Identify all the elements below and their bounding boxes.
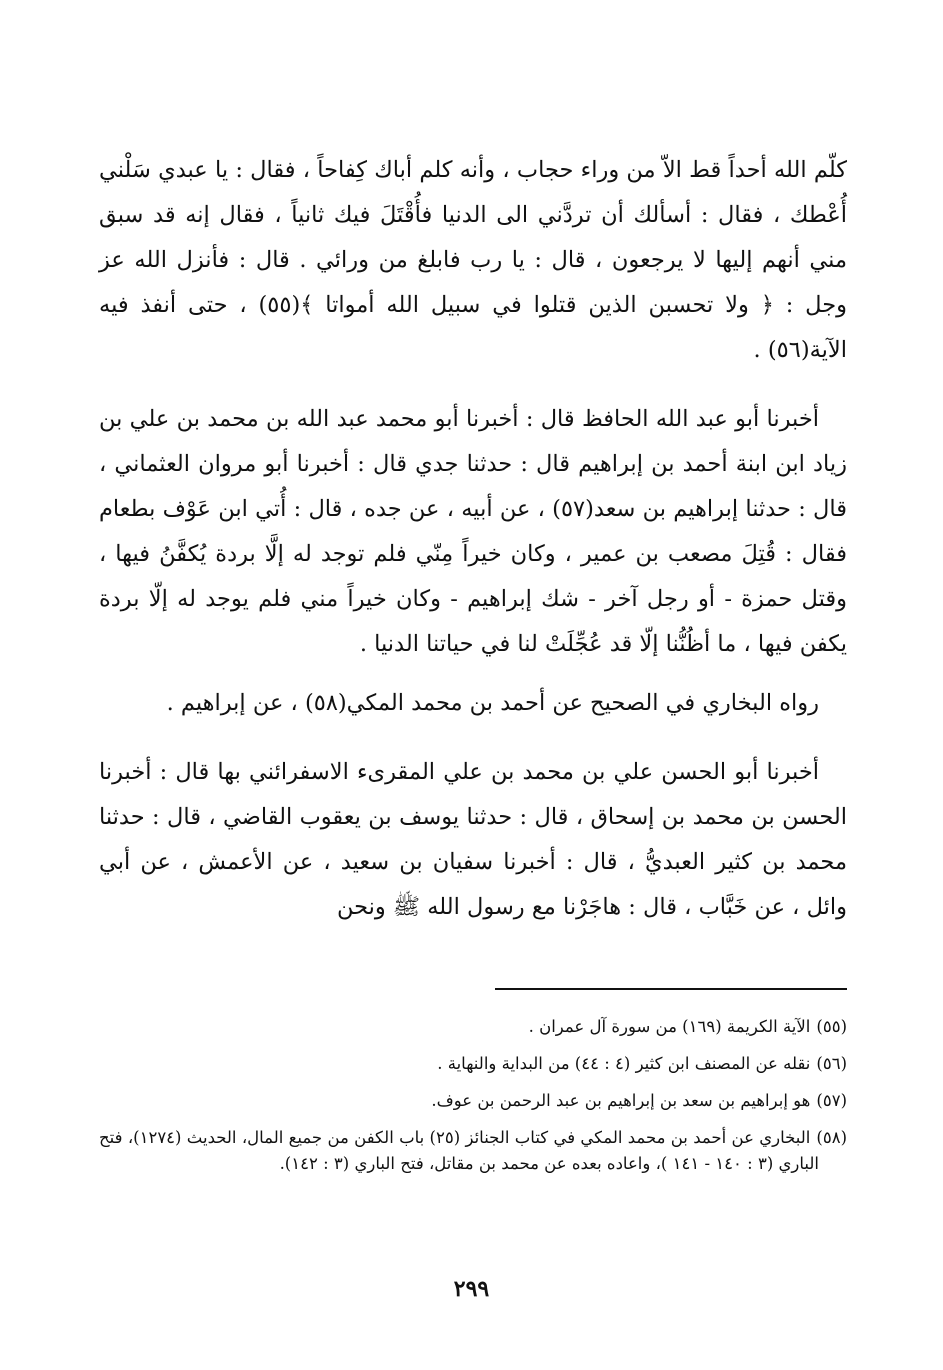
paragraph-2: أخبرنا أبو عبد الله الحافظ قال : أخبرنا أبو محمد عبد الله بن محمد بن علي بن زياد ابن ابنة أحمد بن إبراهيم قال : حدثنا جدي قال : أخبرنا أبو مروان العثماني ، قال : حدثنا إبراهيم بن سعد(٥٧) ، عن أبيه ، عن جده ، قال : أُتي ابن عَوْف بطعام فقال : قُتِلَ مصعب بن عمير ، وكان خيراً مِنّي فلم توجد له إلَّا بردة يُكفَّنُ فيها ، وقتل حمزة - أو رجل آخر - شك إبراهيم - وكان خيراً مني فلم يوجد له إلّا بردة يكفن فيها ، ما أظُنُّنا إلّا قد عُجِّلَتْ لنا في حياتنا الدنيا . [99, 406, 848, 657]
footnote-57 [99, 1088, 847, 1114]
footnote-text: البخاري عن أحمد بن محمد المكي في كتاب الجنائز (٢٥) باب الكفن من جميع المال، الحديث (١٢٧٤)، فتح الباري (٣ : ١٤٠ - ١٤١ )، واعاده بعده عن محمد بن مقاتل، فتح الباري (٣ : ١٤٢). [99, 1128, 819, 1173]
footnote-55 [99, 1014, 847, 1040]
footnote-56 [99, 1051, 847, 1077]
footnote-58 [99, 1125, 847, 1177]
footnotes [99, 1014, 847, 1177]
footnote-number: (٥٧) [816, 1091, 847, 1110]
footnote-number: (٥٥) [816, 1017, 847, 1036]
footnote-text: نقله عن المصنف ابن كثير (٤ : ٤٤) من البداية والنهاية . [437, 1054, 811, 1073]
paragraph-4: أخبرنا أبو الحسن علي بن محمد بن علي المقرىء الاسفرائني بها قال : أخبرنا الحسن بن محمد بن إسحاق ، قال : حدثنا يوسف بن يعقوب القاضي ، قال : حدثنا محمد بن كثير العبديُّ ، قال : أخبرنا سفيان بن سعيد ، عن الأعمش ، عن أبي وائل ، عن خَبَّاب ، قال : هاجَرْنا مع رسول الله ﷺ ونحن [99, 759, 847, 920]
footnote-text: الآية الكريمة (١٦٩) من سورة آل عمران . [528, 1017, 811, 1036]
main-text [99, 148, 847, 930]
footnote-number: (٥٦) [816, 1054, 847, 1073]
footnote-number: (٥٨) [816, 1128, 847, 1147]
footnote-divider [495, 988, 847, 990]
page-number: ٢٩٩ [453, 1276, 490, 1302]
paragraph-3: رواه البخاري في الصحيح عن أحمد بن محمد المكي(٥٨) ، عن إبراهيم . [166, 690, 819, 716]
paragraph-1: كلّم الله أحداً قط الاّ من وراء حجاب ، وأنه كلم أباك كِفاحاً ، فقال : يا عبدي سَلْني أُعْطك ، فقال : أسألك أن تردَّني الى الدنيا فأُقْتَلَ فيك ثانياً ، فقال إنه قد سبق مني أنهم إليها لا يرجعون ، قال : يا رب فابلغ من ورائي . قال : فأنزل الله عز وجل : ﴿ ولا تحسبن الذين قتلوا في سبيل الله أمواتا ﴾(٥٥) ، حتى أنفذ فيه الآية(٥٦) . [99, 157, 847, 363]
footnote-text: هو إبراهيم بن سعد بن إبراهيم بن عبد الرحمن بن عوف. [431, 1091, 811, 1110]
